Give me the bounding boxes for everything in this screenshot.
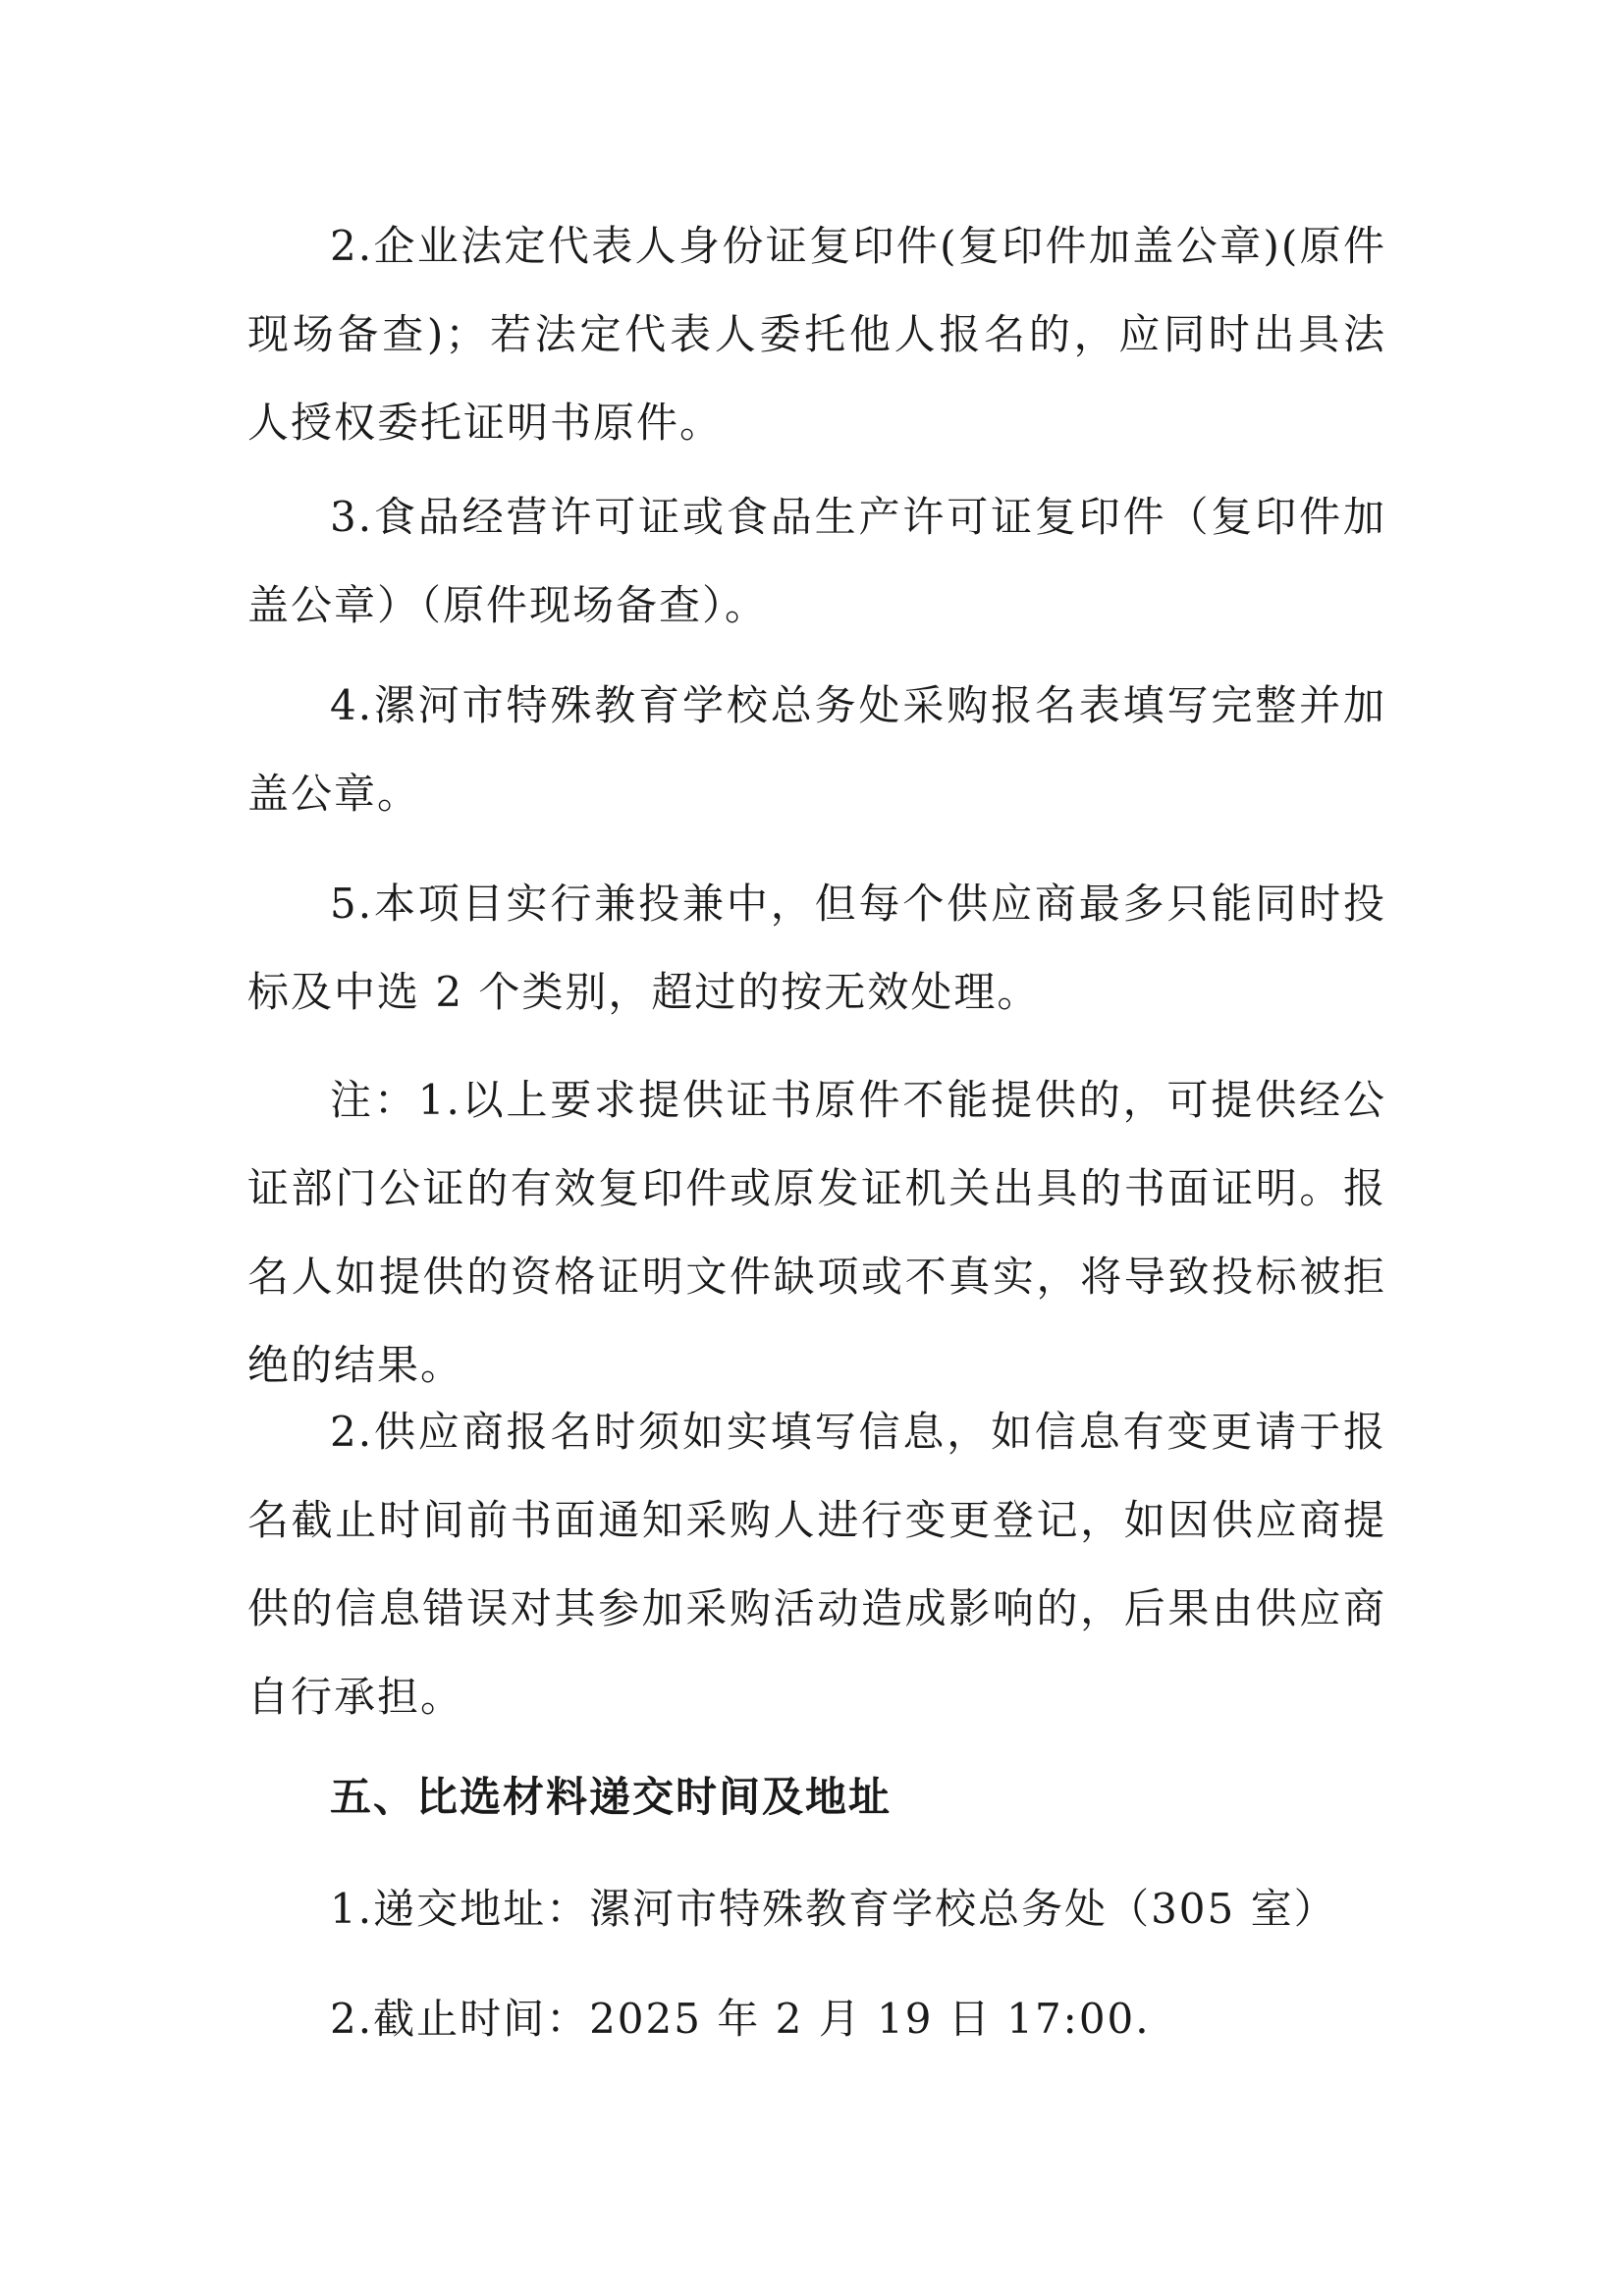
submission-address-item: 1.递交地址：漯河市特殊教育学校总务处（305 室） xyxy=(330,1885,1337,1933)
note-1-paragraph: 注：1.以上要求提供证书原件不能提供的，可提供经公证部门公证的有效复印件或原发证机关出具的书面证明。报名人如提供的资格证明文件缺项或不真实，将导致投标被拒绝的结果。 xyxy=(247,1076,1386,1389)
deadline-item: 2.截止时间：2025 年 2 月 19 日 17:00. xyxy=(330,1995,1151,2043)
requirement-4-paragraph: 4.漯河市特殊教育学校总务处采购报名表填写完整并加盖公章。 xyxy=(247,681,1386,818)
requirement-3-paragraph: 3.食品经营许可证或食品生产许可证复印件（复印件加盖公章）（原件现场备查）。 xyxy=(247,493,1386,629)
section-5-heading: 五、比选材料递交时间及地址 xyxy=(330,1773,893,1821)
requirement-2-paragraph: 2.企业法定代表人身份证复印件(复印件加盖公章)(原件现场备查)；若法定代表人委托他人报名的，应同时出具法人授权委托证明书原件。 xyxy=(247,222,1386,447)
requirement-5-paragraph: 5.本项目实行兼投兼中，但每个供应商最多只能同时投标及中选 2 个类别，超过的按无效处理。 xyxy=(247,880,1386,1016)
note-2-paragraph: 2.供应商报名时须如实填写信息，如信息有变更请于报名截止时间前书面通知采购人进行变更登记，如因供应商提供的信息错误对其参加采购活动造成影响的，后果由供应商自行承担。 xyxy=(247,1408,1386,1721)
